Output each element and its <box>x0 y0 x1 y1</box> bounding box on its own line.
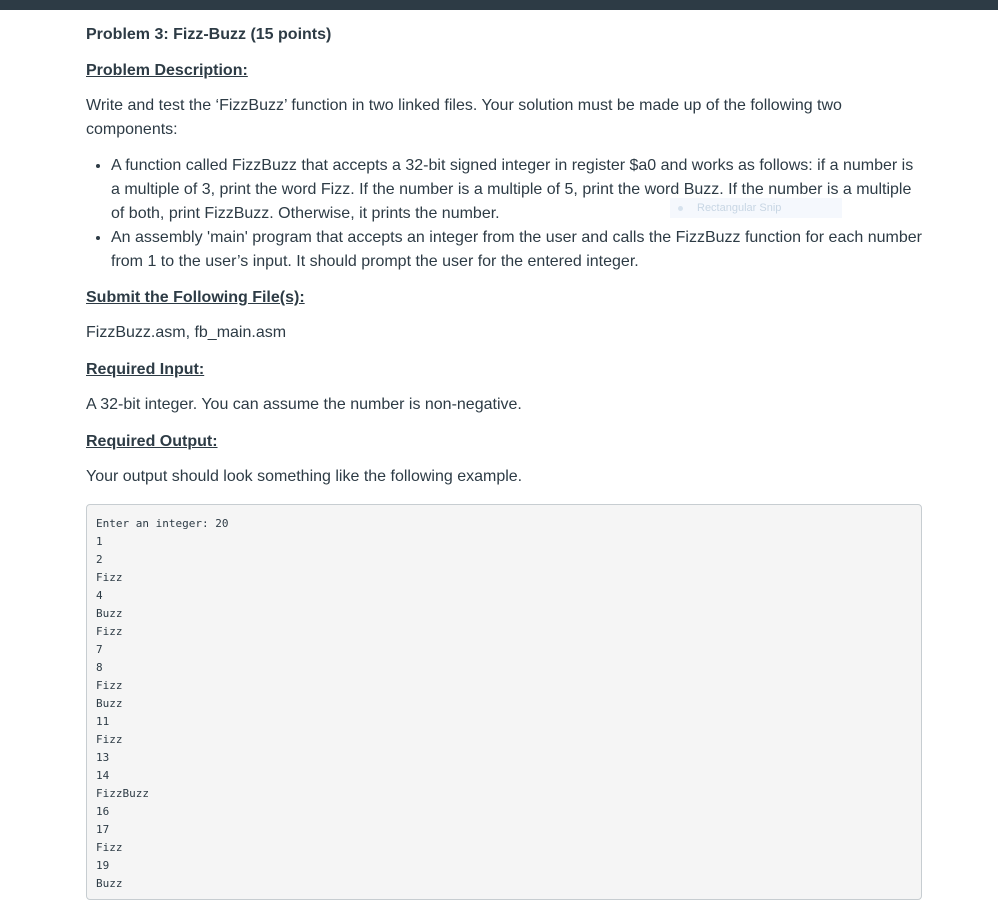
list-item: • An assembly 'main' program that accepts an integer from the user and calls the FizzBuzz function for each number from 1 to the user’s input. It should prompt the user for the entered integer. <box>111 226 924 274</box>
code-line: 19 <box>96 859 110 872</box>
code-line: Fizz <box>96 841 123 854</box>
code-line: Fizz <box>96 571 123 584</box>
top-bar <box>0 0 998 10</box>
code-line: 11 <box>96 715 110 728</box>
description-heading: Problem Description: <box>86 62 248 79</box>
code-line: 13 <box>96 751 110 764</box>
code-line: Fizz <box>96 733 123 746</box>
code-line: 17 <box>96 823 110 836</box>
page-title: Problem 3: Fizz-Buzz (15 points) <box>86 26 332 43</box>
output-text: Your output should look something like the following example. <box>86 468 523 485</box>
code-line: 1 <box>96 535 103 548</box>
code-line: Buzz <box>96 877 123 890</box>
code-line: Fizz <box>96 625 123 638</box>
input-text: A 32-bit integer. You can assume the number is non-negative. <box>86 396 522 413</box>
code-line: 16 <box>96 805 110 818</box>
input-heading: Required Input: <box>86 361 205 378</box>
rectangular-snip-overlay <box>670 198 842 218</box>
list-item: • A function called FizzBuzz that accepts a 32-bit signed integer in register $a0 and works as follows: if a number is a multiple of 3, print the word Fizz. If the number is a multiple of 5, print the word Buzz. If the number is a multiple of both, print FizzBuzz. Otherwise, it prints the number. <box>111 154 924 226</box>
code-line: 7 <box>96 643 103 656</box>
code-line: 14 <box>96 769 110 782</box>
snip-label: Rectangular Snip <box>697 202 782 214</box>
code-line: Buzz <box>96 607 123 620</box>
output-heading: Required Output: <box>86 433 218 450</box>
problem-content <box>86 22 924 489</box>
example-output-code-block[interactable] <box>86 504 922 900</box>
description-text: Write and test the ‘FizzBuzz’ function in two linked files. Your solution must be made up of the following two components: <box>86 97 842 138</box>
code-line: 8 <box>96 661 103 674</box>
code-line: 4 <box>96 589 103 602</box>
code-line: FizzBuzz <box>96 787 149 800</box>
submit-files: FizzBuzz.asm, fb_main.asm <box>86 324 287 341</box>
code-line: Buzz <box>96 697 123 710</box>
snip-icon <box>678 206 683 211</box>
code-line: Enter an integer: 20 <box>96 517 229 530</box>
code-line: 2 <box>96 553 103 566</box>
submit-heading: Submit the Following File(s): <box>86 289 305 306</box>
code-line: Fizz <box>96 679 123 692</box>
